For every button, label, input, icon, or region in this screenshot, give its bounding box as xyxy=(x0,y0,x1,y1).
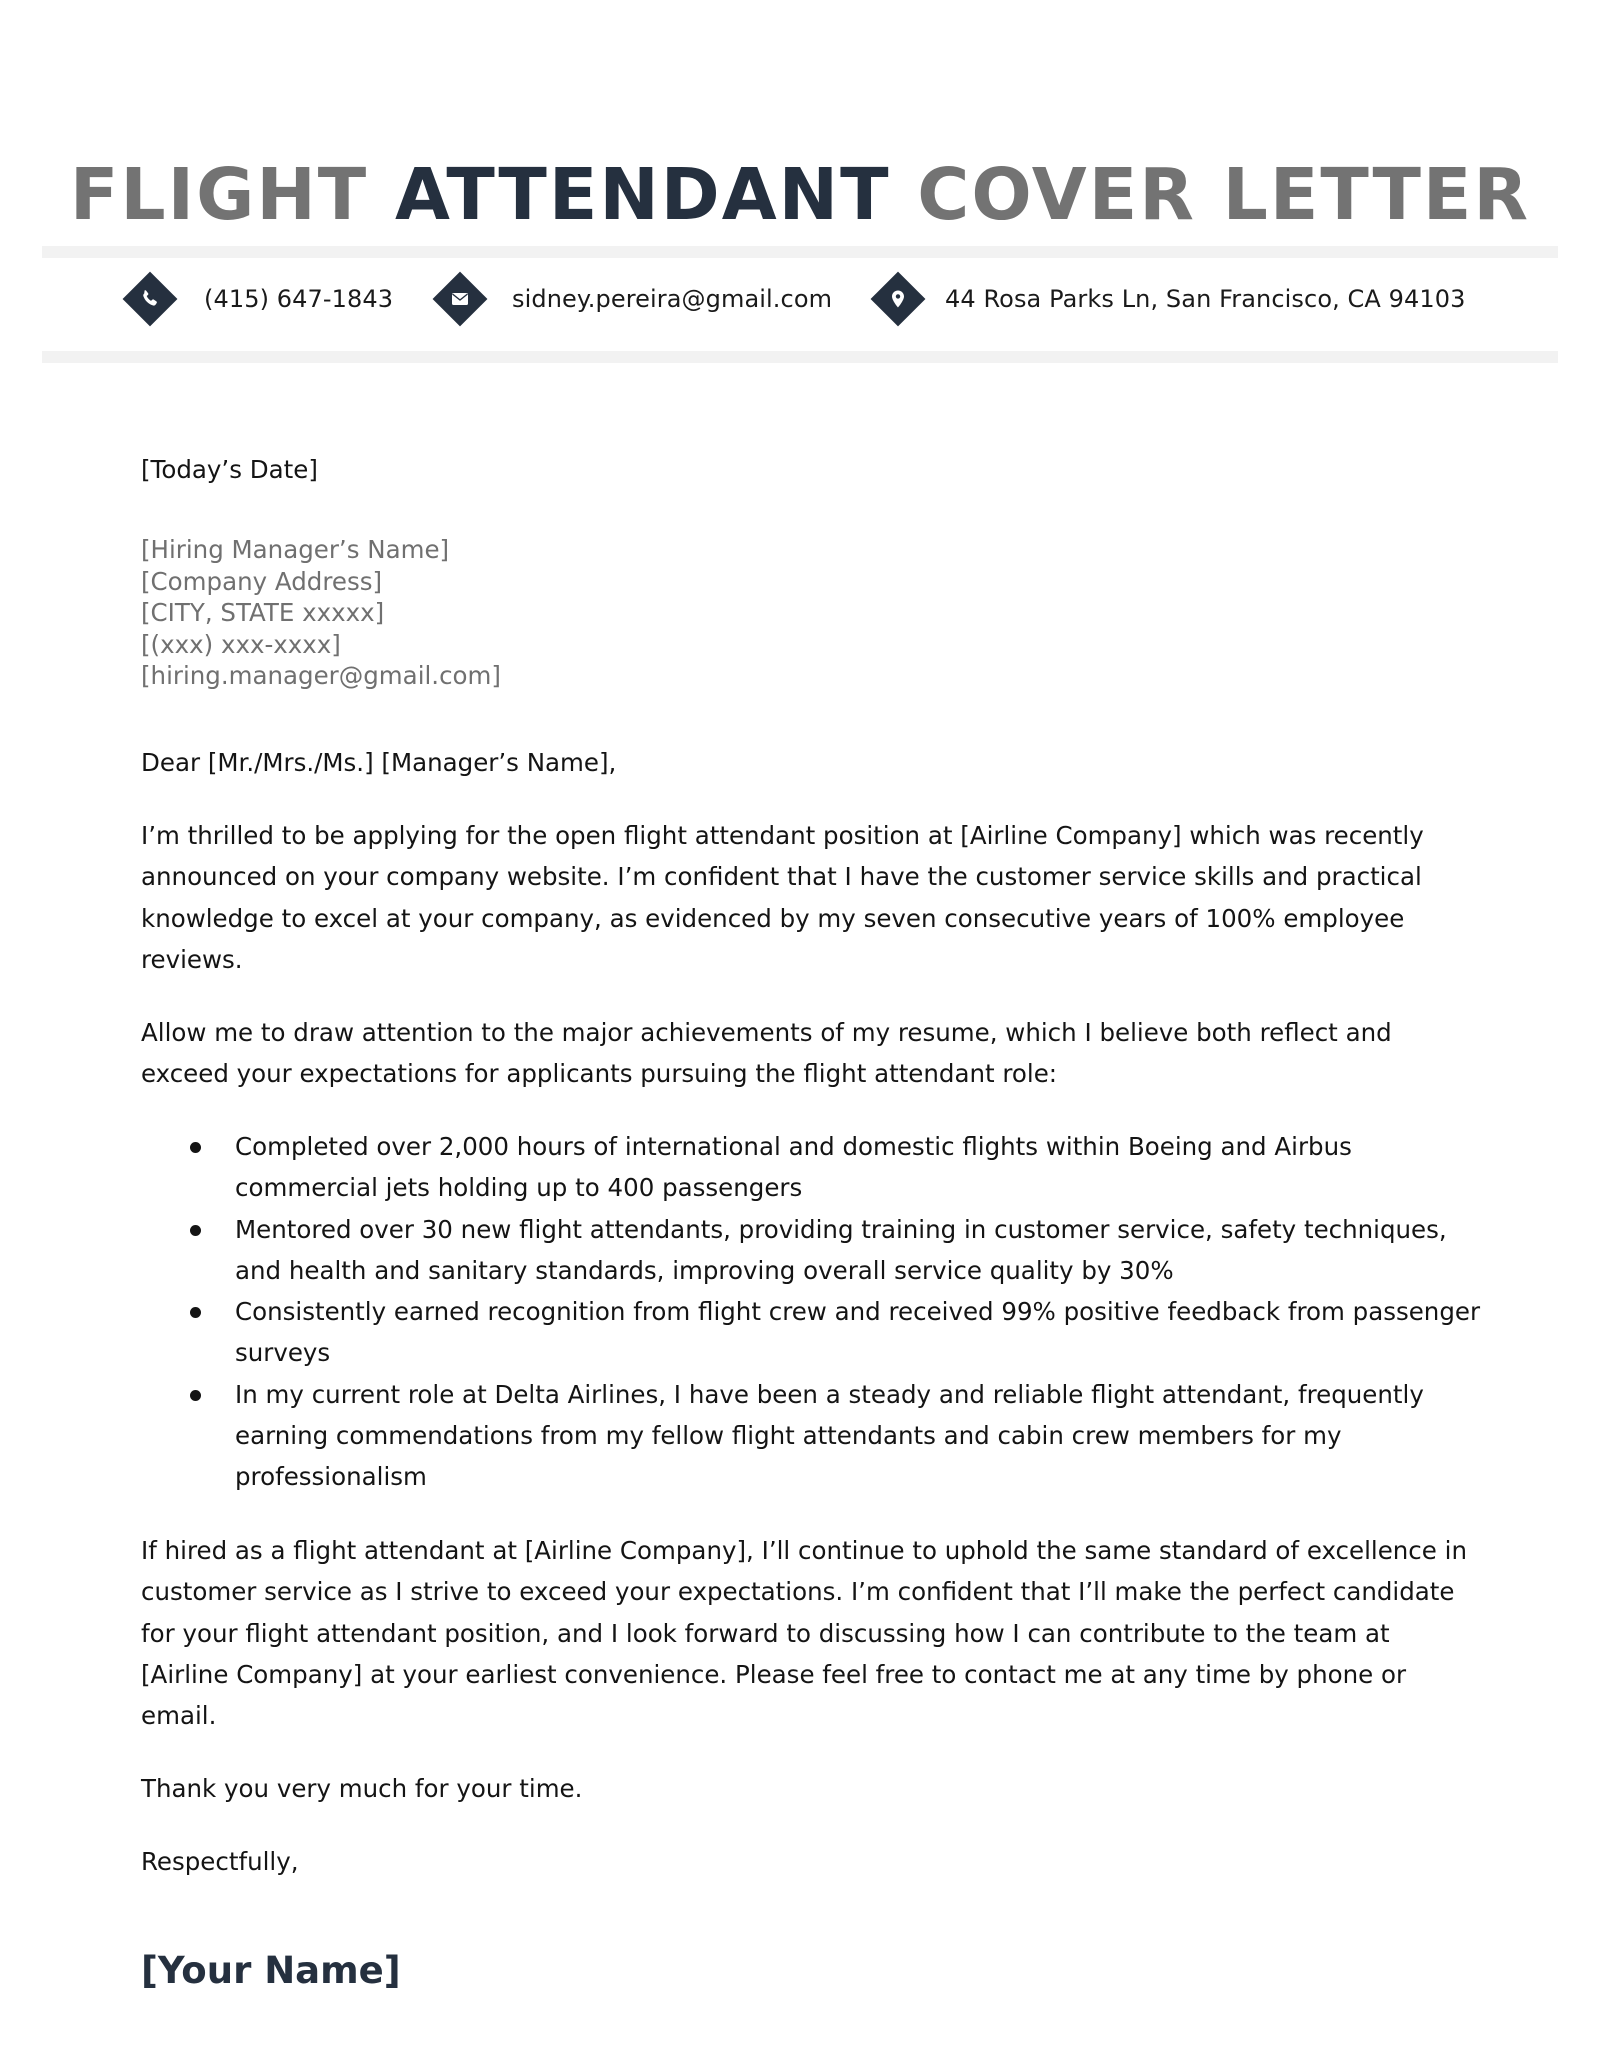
bullet-icon xyxy=(190,1307,201,1318)
phone-number: (415) 647-1843 xyxy=(204,285,394,313)
achievement-text: In my current role at Delta Airlines, I have been a steady and reliable flight attendant, frequently earning commendations from my fellow flight attendants and cabin crew members for my professionalism xyxy=(235,1379,1424,1492)
recipient-city-state: [CITY, STATE xxxxx] xyxy=(141,598,385,628)
title-part-flight: FLIGHT xyxy=(69,152,369,236)
achievement-text: Mentored over 30 new flight attendants, providing training in customer service, safety techniques, and health and sanitary standards, improving overall service quality by 30% xyxy=(235,1214,1447,1285)
contact-phone xyxy=(130,278,393,320)
achievement-text: Consistently earned recognition from flight crew and received 99% positive feedback from passenger surveys xyxy=(235,1297,1481,1368)
street-address: 44 Rosa Parks Ln, San Francisco, CA 94103 xyxy=(945,285,1466,313)
recipient-company-address: [Company Address] xyxy=(141,566,383,596)
contact-address xyxy=(878,278,1466,320)
map-pin-icon xyxy=(878,279,918,319)
email-address: sidney.pereira@gmail.com xyxy=(512,285,833,313)
paragraph-closing: If hired as a flight attendant at [Airline Company], I’ll continue to uphold the same standard of excellence in customer service as I strive to exceed your expectations. I’m confident that I’ll make the perfect candidate for your flight attendant position, and I look forward to discussing how I can contribute to the team at [Airline Company] at your earliest convenience. Please feel free to contact me at any time by phone or email. xyxy=(141,1536,1467,1731)
recipient-email: [hiring.manager@gmail.com] xyxy=(141,661,501,691)
bullet-icon xyxy=(190,1225,201,1236)
achievement-item xyxy=(141,1291,1481,1374)
letter-date: [Today’s Date] xyxy=(141,455,318,484)
contact-bar-top-divider xyxy=(42,246,1558,258)
page-title xyxy=(0,152,1600,238)
bullet-icon xyxy=(190,1390,201,1401)
achievement-item xyxy=(141,1126,1481,1209)
title-part-cover-letter: COVER LETTER xyxy=(917,152,1531,236)
contact-email xyxy=(440,278,832,320)
title-part-attendant: ATTENDANT xyxy=(394,152,891,236)
paragraph-intro: I’m thrilled to be applying for the open flight attendant position at [Airline Company] which was recently announced on your company website. I’m confident that I have the customer service skills and practical knowledge to excel at your company, as evidenced by my seven consecutive years of 100% employee reviews. xyxy=(141,821,1424,974)
recipient-block xyxy=(141,534,1471,692)
salutation: Dear [Mr./Mrs./Ms.] [Manager’s Name], xyxy=(141,748,617,777)
thank-you-line: Thank you very much for your time. xyxy=(141,1774,583,1803)
phone-icon xyxy=(130,279,170,319)
achievement-text: Completed over 2,000 hours of international and domestic flights within Boeing and Airbus commercial jets holding up to 400 passengers xyxy=(235,1132,1352,1203)
recipient-phone: [(xxx) xxx-xxxx] xyxy=(141,629,341,659)
contact-bar-bottom-divider xyxy=(42,351,1558,363)
recipient-name: [Hiring Manager’s Name] xyxy=(141,535,450,564)
achievement-item xyxy=(141,1209,1481,1292)
bullet-icon xyxy=(190,1142,201,1153)
envelope-icon xyxy=(440,279,480,319)
signature-name: [Your Name] xyxy=(141,1949,401,1992)
paragraph-achievements-intro: Allow me to draw attention to the major achievements of my resume, which I believe both reflect and exceed your expectations for applicants pursuing the flight attendant role: xyxy=(141,1018,1392,1089)
achievement-item xyxy=(141,1374,1481,1498)
closing-line: Respectfully, xyxy=(141,1847,299,1876)
achievements-list xyxy=(141,1126,1481,1498)
